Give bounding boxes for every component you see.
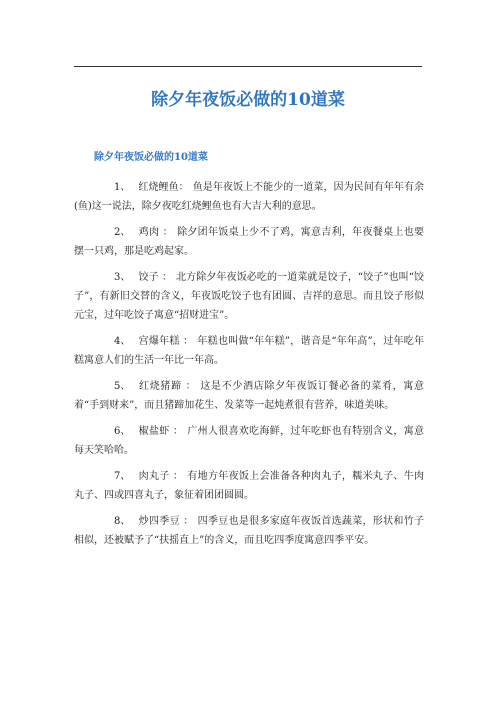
- item-number: 2、: [114, 227, 131, 238]
- list-item: [74, 332, 424, 370]
- dish-description: 这是不少酒店除夕年夜饭订餐必备的菜肴，寓意着“手到财来”，而且猪蹄加花生、发菜等一起炖煮很有营养，味道美味。: [74, 381, 425, 411]
- dish-description: 北方除夕年夜饭必吃的一道菜就是饺子，“饺子”也叫“饺子”，有新旧交替的含义，年夜饭吃饺子也有团圆、吉祥的意思。而且饺子形似元宝，过年吃饺子寓意“招财进宝”。: [74, 272, 424, 321]
- list-item: [74, 512, 424, 550]
- dish-description: 广州人很喜欢吃海鲜，过年吃虾也有特别含义，寓意每天笑哈哈。: [74, 426, 425, 456]
- item-number: 8、: [114, 516, 131, 527]
- dish-name: 鸡肉 ：: [138, 227, 174, 238]
- dish-description: 除夕团年饭桌上少不了鸡，寓意吉利，年夜餐桌上也要摆一只鸡，那是吃鸡起家。: [74, 227, 424, 257]
- section-heading: 除夕年夜饭必做的10道菜: [94, 152, 208, 163]
- dish-name: 炒四季豆 ：: [138, 516, 194, 527]
- dish-description: 有地方年夜饭上会准备各种肉丸子，糯米丸子、牛肉丸子、四或四喜丸子，象征着团团圆圆。: [74, 471, 425, 501]
- item-number: 4、: [114, 336, 131, 347]
- item-number: 1、: [114, 182, 131, 193]
- list-item: [74, 377, 424, 415]
- dish-name: 红烧鲤鱼：: [138, 182, 189, 193]
- dish-name: 饺子 ：: [138, 272, 173, 283]
- list-item: [74, 467, 424, 505]
- dish-description: 鱼是年夜饭上不能少的一道菜，因为民间有年年有余(鱼)这一说法，除夕夜吃红烧鲤鱼也有大吉大利的意思。: [74, 182, 425, 212]
- item-number: 5、: [114, 381, 131, 392]
- item-number: 3、: [114, 272, 131, 283]
- list-item: [74, 422, 424, 460]
- dish-name: 肉丸子 ：: [138, 471, 184, 482]
- header-rule: [74, 66, 422, 67]
- dish-list: [74, 178, 424, 557]
- item-number: 6、: [114, 426, 131, 437]
- dish-name: 椒盐虾 ：: [138, 426, 184, 437]
- dish-name: 宫爆年糕 ：: [138, 336, 194, 347]
- document-title: 除夕年夜饭必做的10道菜: [151, 90, 345, 110]
- list-item: [74, 223, 424, 261]
- dish-description: 年糕也叫做“年年糕”，谐音是“年年高”，过年吃年糕寓意人们的生活一年比一年高。: [74, 336, 424, 366]
- list-item: [74, 178, 424, 216]
- dish-name: 红烧猪蹄 ：: [138, 381, 197, 392]
- dish-description: 四季豆也是很多家庭年夜饭首选蔬菜，形状和竹子相似，还被赋予了“扶摇直上”的含义，而且吃四季度寓意四季平安。: [74, 516, 424, 546]
- item-number: 7、: [114, 471, 131, 482]
- list-item: [74, 268, 424, 325]
